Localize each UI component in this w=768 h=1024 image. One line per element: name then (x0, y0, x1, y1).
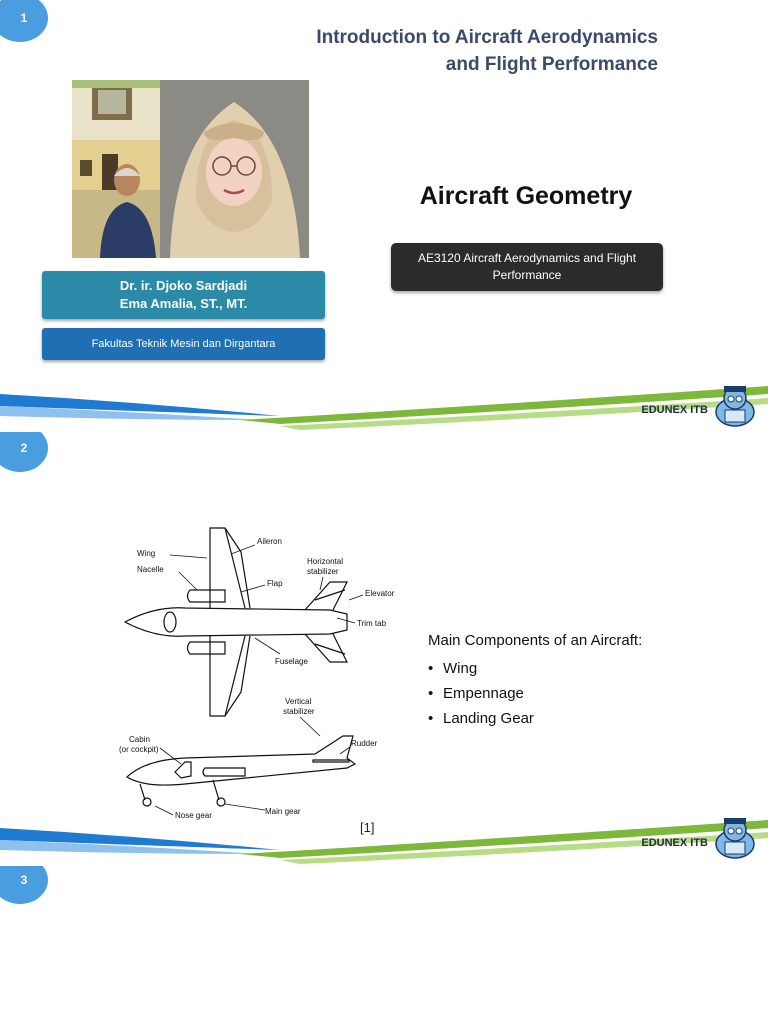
edunex-mascot-icon (710, 380, 760, 430)
slide-number-badge (0, 866, 48, 904)
list-item (428, 706, 534, 731)
course-title: Introduction to Aircraft Aerodynamics and Flight Performance (316, 27, 658, 75)
slide-number: 1 (20, 11, 28, 25)
list-item (428, 656, 534, 681)
aircraft-components-diagram (115, 522, 415, 827)
slide-number: 2 (20, 441, 28, 455)
component-label: Landing Gear (443, 710, 534, 727)
label-elevator: Elevator (365, 589, 395, 598)
label-aileron: Aileron (257, 537, 282, 546)
label-main-gear: Main gear (265, 807, 301, 816)
label-horizontal-stabilizer-line-1: Horizontal (307, 557, 344, 566)
label-rudder: Rudder (351, 739, 378, 748)
lecturer-photo-2 (160, 80, 309, 258)
label-cabin-line-1: Cabin (129, 735, 150, 744)
course-code-box (391, 243, 663, 291)
lecturer-photo-1 (72, 80, 160, 258)
faculty-box (42, 328, 325, 360)
slide-2 (0, 432, 768, 866)
label-nose-gear: Nose gear (175, 811, 212, 820)
faculty-name: Fakultas Teknik Mesin dan Dirgantara (91, 338, 276, 350)
label-cabin-line-2: (or cockpit) (119, 745, 159, 754)
slide-number-badge (0, 0, 48, 42)
figure-reference: [1] (360, 820, 375, 835)
component-label: Empennage (443, 685, 524, 702)
slide-1 (0, 0, 768, 432)
list-item (428, 681, 534, 706)
slide-number-badge (0, 432, 48, 472)
label-horizontal-stabilizer-line-2: stabilizer (307, 567, 339, 576)
edunex-label: EDUNEX ITB (641, 837, 708, 849)
author-names-box (42, 271, 325, 319)
course-code: AE3120 Aircraft Aerodynamics and Flight Performance (417, 251, 637, 282)
bullet-icon: • (428, 710, 434, 727)
label-flap: Flap (267, 579, 283, 588)
components-list (428, 656, 534, 731)
edunex-mascot-icon (710, 812, 760, 862)
author-name-1: Dr. ir. Djoko Sardjadi (119, 278, 248, 293)
label-nacelle: Nacelle (137, 565, 164, 574)
component-label: Wing (443, 660, 478, 677)
bullet-icon: • (428, 660, 434, 677)
edunex-label: EDUNEX ITB (641, 404, 708, 416)
slide-3 (0, 866, 768, 1024)
label-fuselage: Fuselage (275, 657, 308, 666)
author-name-2: Ema Amalia, ST., MT. (119, 296, 248, 311)
label-vertical-stabilizer-line-1: Vertical (285, 697, 312, 706)
label-wing: Wing (137, 549, 156, 558)
slide-number: 3 (20, 873, 28, 887)
label-vertical-stabilizer-line-2: stabilizer (283, 707, 315, 716)
bullet-icon: • (428, 685, 434, 702)
slide-title: Aircraft Geometry (419, 182, 633, 210)
components-heading: Main Components of an Aircraft: (428, 632, 643, 649)
label-trim-tab: Trim tab (357, 619, 387, 628)
